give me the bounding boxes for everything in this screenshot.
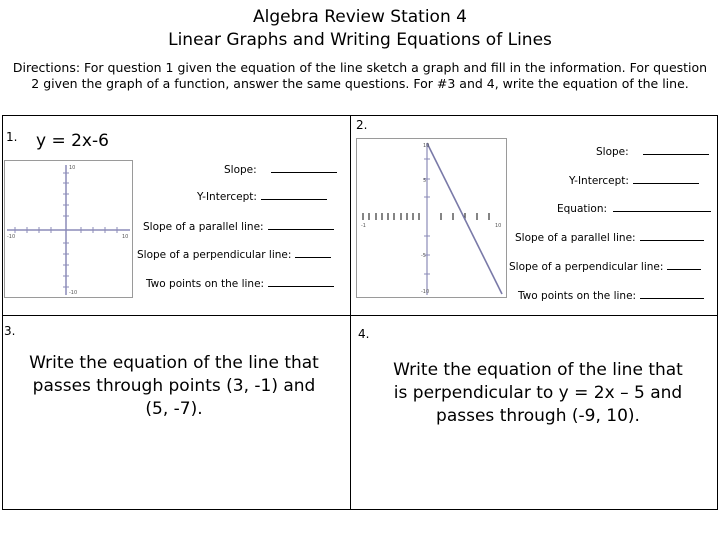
question-1-graph: [4, 160, 133, 298]
q1-slope-field[interactable]: [224, 161, 337, 176]
q2-two-points-blank[interactable]: [640, 287, 704, 299]
q1-perpendicular-label: Slope of a perpendicular line:: [137, 249, 292, 261]
question-2-graph-svg: [357, 139, 506, 297]
title-line-2: Linear Graphs and Writing Equations of Lines: [168, 30, 552, 50]
question-1-graph-svg: [5, 161, 132, 297]
question-3-text: Write the equation of the line that passes through points (3, -1) and (5, -7).: [29, 353, 319, 419]
q2-y-mid-pos-label: 5: [423, 178, 427, 184]
box-top-border: [2, 115, 718, 116]
q2-y-max-label: 10: [423, 143, 430, 149]
q1-parallel-blank[interactable]: [268, 218, 334, 230]
q2-x-axis-ticks: [363, 213, 489, 220]
box-left-border: [2, 115, 3, 510]
question-2-graph: [356, 138, 507, 298]
q2-slope-label: Slope:: [596, 146, 629, 158]
q1-parallel-label: Slope of a parallel line:: [143, 221, 264, 233]
question-2-number: 2.: [356, 118, 368, 132]
q1-x-min-label: -10: [7, 234, 16, 240]
question-3-number: 3.: [4, 324, 16, 338]
q2-equation-blank[interactable]: [613, 200, 711, 212]
q1-two-points-field[interactable]: [146, 275, 334, 290]
q1-y-min-label: -10: [69, 290, 78, 296]
q1-perpendicular-blank[interactable]: [295, 246, 331, 258]
q2-parallel-blank[interactable]: [640, 229, 704, 241]
q2-x-max-label: 10: [495, 223, 502, 229]
directions: Directions: For question 1 given the equation of the line sketch a graph and fill in the information. For question 2 given the graph of a function, answer the same questions. For #3 and 4, write the equation of the line.: [12, 60, 708, 91]
box-bottom-border: [2, 509, 718, 510]
question-4-text: Write the equation of the line that is perpendicular to y = 2x – 5 and passes through (-9, 10).: [393, 360, 683, 426]
q2-parallel-field[interactable]: [515, 229, 704, 244]
q2-equation-field[interactable]: [557, 200, 711, 215]
q1-y-max-label: 10: [69, 165, 76, 171]
q2-y-mid-neg-label: -5: [421, 253, 426, 259]
q2-y-intercept-label: Y-Intercept:: [569, 175, 629, 187]
q2-perpendicular-label: Slope of a perpendicular line:: [509, 261, 664, 273]
q2-function-line: [427, 143, 502, 294]
q1-two-points-label: Two points on the line:: [146, 278, 265, 290]
q1-y-intercept-blank[interactable]: [261, 188, 327, 200]
q1-slope-blank[interactable]: [271, 161, 337, 173]
question-1-number: 1.: [6, 130, 18, 144]
q2-x-min-label: -1: [361, 223, 366, 229]
q2-perpendicular-blank[interactable]: [667, 258, 701, 270]
q2-equation-label: Equation:: [557, 203, 608, 215]
q2-perpendicular-field[interactable]: [509, 258, 701, 273]
q2-y-intercept-field[interactable]: [569, 172, 699, 187]
box-right-border: [717, 115, 718, 510]
q1-two-points-blank[interactable]: [268, 275, 334, 287]
box-middle-border: [2, 315, 718, 316]
q2-two-points-label: Two points on the line:: [518, 290, 637, 302]
q1-perpendicular-field[interactable]: [137, 246, 331, 261]
q1-y-intercept-field[interactable]: [197, 188, 327, 203]
q2-y-min-label: -10: [421, 289, 430, 295]
title-line-1: Algebra Review Station 4: [253, 7, 467, 27]
q2-slope-blank[interactable]: [643, 143, 709, 155]
question-4-number: 4.: [358, 327, 370, 341]
q2-parallel-label: Slope of a parallel line:: [515, 232, 636, 244]
q1-y-intercept-label: Y-Intercept:: [197, 191, 257, 203]
q1-slope-label: Slope:: [224, 164, 257, 176]
q2-slope-field[interactable]: [596, 143, 709, 158]
q2-y-intercept-blank[interactable]: [633, 172, 699, 184]
q1-parallel-field[interactable]: [143, 218, 334, 233]
q1-x-max-label: 10: [122, 234, 129, 240]
box-center-divider: [350, 115, 351, 510]
question-1-equation: y = 2x-6: [36, 131, 109, 151]
q2-two-points-field[interactable]: [518, 287, 704, 302]
